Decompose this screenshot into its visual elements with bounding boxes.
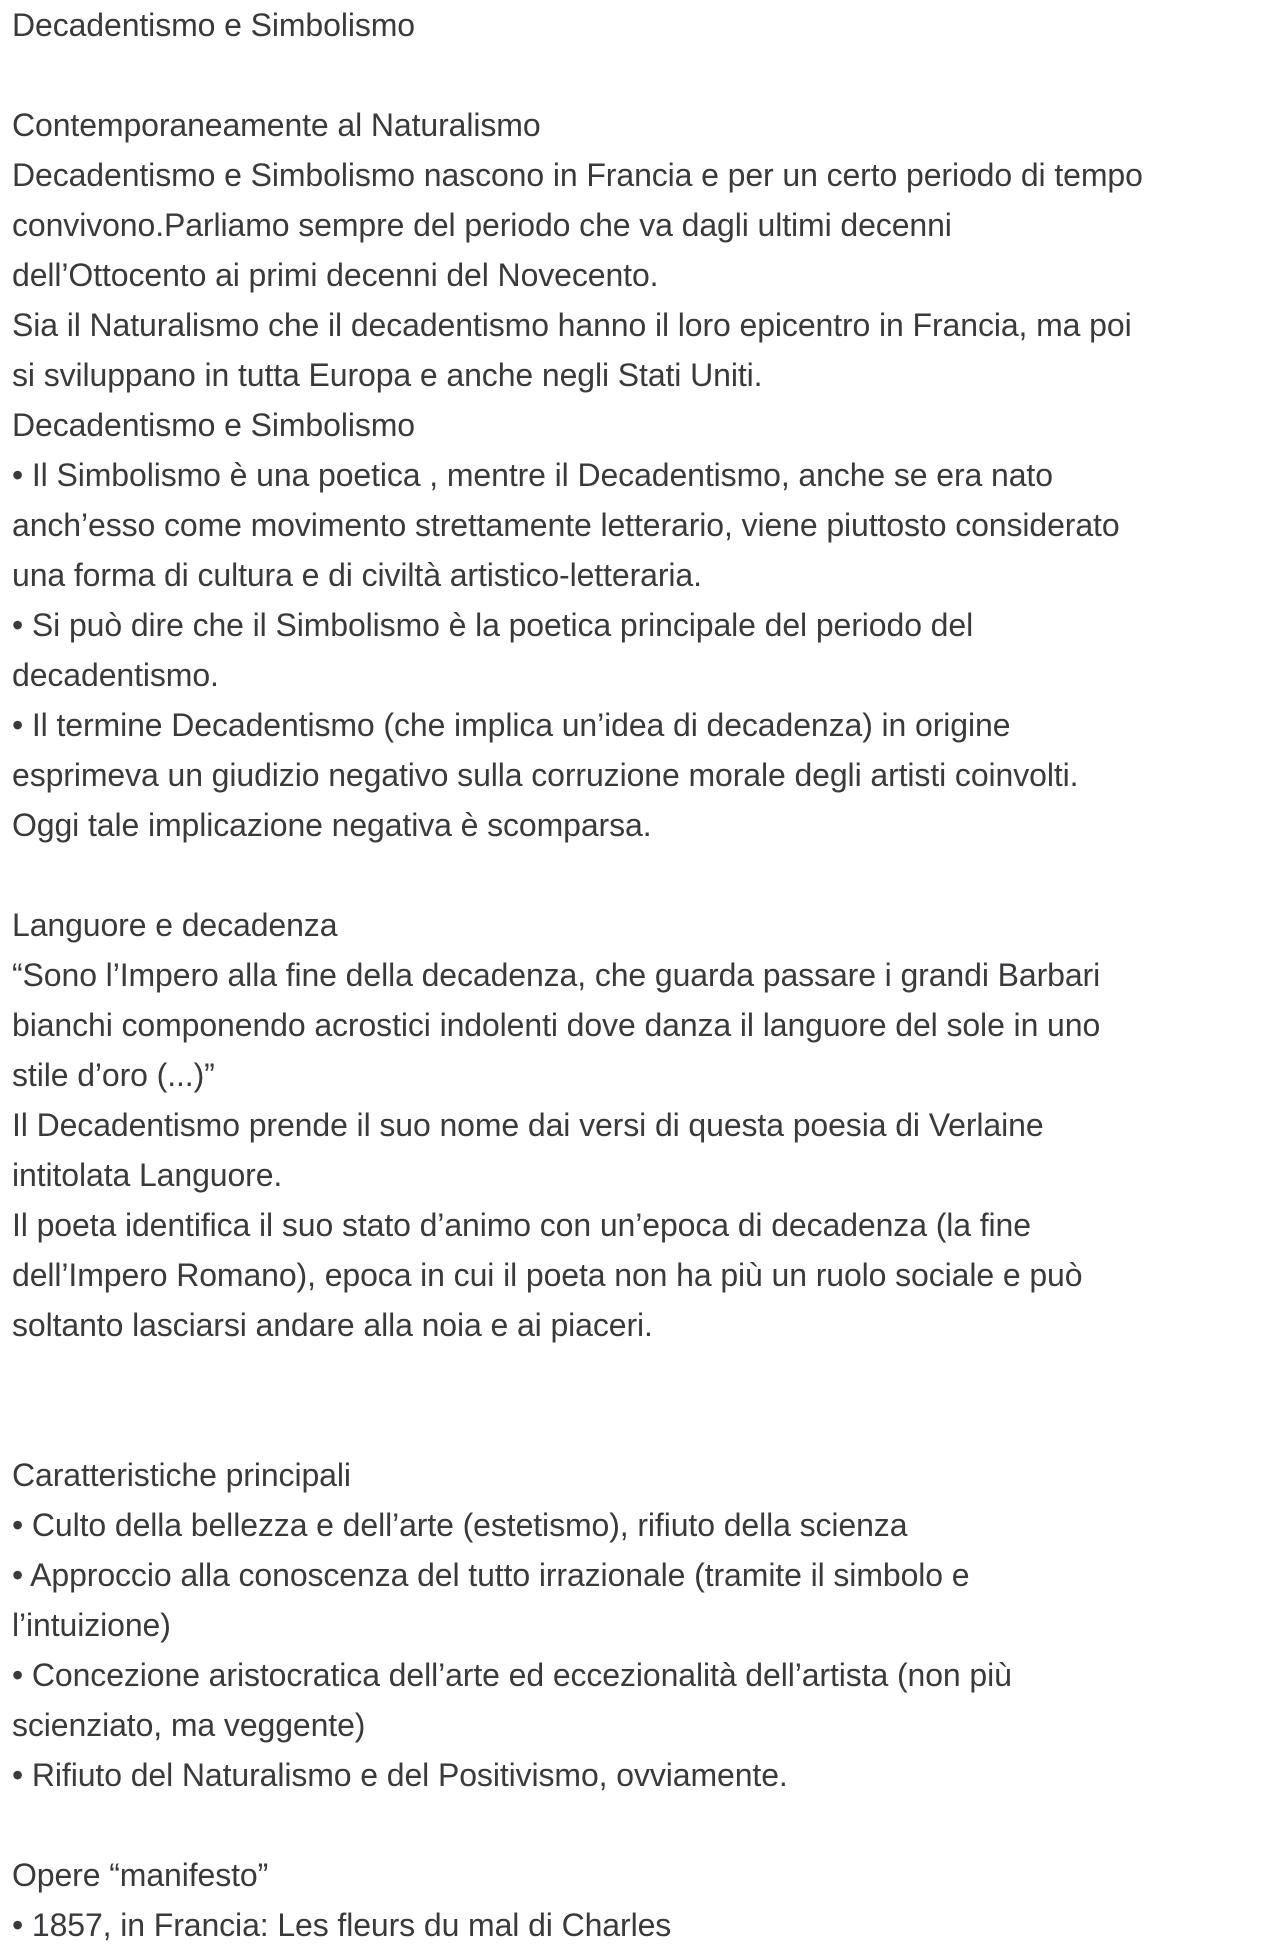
- note-line[interactable]: dell’Ottocento ai primi decenni del Novecento.: [12, 257, 659, 293]
- note-line[interactable]: una forma di cultura e di civiltà artistico-letteraria.: [12, 557, 702, 593]
- note-line[interactable]: scienziato, ma veggente): [12, 1707, 366, 1743]
- note-line[interactable]: Contemporaneamente al Naturalismo: [12, 107, 541, 143]
- blank-line: [12, 50, 1280, 100]
- quote-line[interactable]: “Sono l’Impero alla fine della decadenza, che guarda passare i grandi Barbari: [12, 957, 1101, 993]
- section-heading[interactable]: Opere “manifesto”: [12, 1857, 269, 1893]
- note-line[interactable]: decadentismo.: [12, 657, 219, 693]
- note-line[interactable]: Decadentismo e Simbolismo nascono in Francia e per un certo periodo di tempo: [12, 157, 1143, 193]
- blank-line: [12, 1800, 1280, 1850]
- bullet-line[interactable]: • Si può dire che il Simbolismo è la poetica principale del periodo del: [12, 607, 974, 643]
- bullet-line[interactable]: • Il Simbolismo è una poetica , mentre il Decadentismo, anche se era nato: [12, 457, 1053, 493]
- bullet-line[interactable]: • Concezione aristocratica dell’arte ed eccezionalità dell’artista (non più: [12, 1657, 1012, 1693]
- bullet-line[interactable]: • 1857, in Francia: Les fleurs du mal di Charles: [12, 1907, 672, 1943]
- quote-line[interactable]: stile d’oro (...)”: [12, 1057, 215, 1093]
- section-heading[interactable]: Languore e decadenza: [12, 907, 338, 943]
- bullet-line[interactable]: • Approccio alla conoscenza del tutto irrazionale (tramite il simbolo e: [12, 1557, 970, 1593]
- note-line[interactable]: dell’Impero Romano), epoca in cui il poeta non ha più un ruolo sociale e può: [12, 1257, 1083, 1293]
- note-line[interactable]: l’intuizione): [12, 1607, 171, 1643]
- note-line[interactable]: Oggi tale implicazione negativa è scomparsa.: [12, 807, 652, 843]
- note-line[interactable]: Sia il Naturalismo che il decadentismo hanno il loro epicentro in Francia, ma poi: [12, 307, 1132, 343]
- note-line[interactable]: Il Decadentismo prende il suo nome dai versi di questa poesia di Verlaine: [12, 1107, 1044, 1143]
- bullet-line[interactable]: • Culto della bellezza e dell’arte (estetismo), rifiuto della scienza: [12, 1507, 908, 1543]
- blank-line: [12, 1350, 1280, 1400]
- note-line[interactable]: esprimeva un giudizio negativo sulla corruzione morale degli artisti coinvolti.: [12, 757, 1079, 793]
- bullet-line[interactable]: • Il termine Decadentismo (che implica un’idea di decadenza) in origine: [12, 707, 1011, 743]
- section-heading[interactable]: Decadentismo e Simbolismo: [12, 407, 416, 443]
- note-line[interactable]: convivono.Parliamo sempre del periodo che va dagli ultimi decenni: [12, 207, 952, 243]
- bullet-line[interactable]: • Rifiuto del Naturalismo e del Positivismo, ovviamente.: [12, 1757, 788, 1793]
- note-line[interactable]: soltanto lasciarsi andare alla noia e ai piaceri.: [12, 1307, 653, 1343]
- note-line[interactable]: anch’esso come movimento strettamente letterario, viene piuttosto considerato: [12, 507, 1120, 543]
- note-line[interactable]: intitolata Languore.: [12, 1157, 283, 1193]
- blank-line: [12, 850, 1280, 900]
- section-heading[interactable]: Caratteristiche principali: [12, 1457, 351, 1493]
- blank-line: [12, 1400, 1280, 1450]
- note-title[interactable]: Decadentismo e Simbolismo: [12, 7, 416, 43]
- note-line[interactable]: si sviluppano in tutta Europa e anche negli Stati Uniti.: [12, 357, 763, 393]
- note-line[interactable]: Il poeta identifica il suo stato d’animo con un’epoca di decadenza (la fine: [12, 1207, 1031, 1243]
- quote-line[interactable]: bianchi componendo acrostici indolenti dove danza il languore del sole in uno: [12, 1007, 1101, 1043]
